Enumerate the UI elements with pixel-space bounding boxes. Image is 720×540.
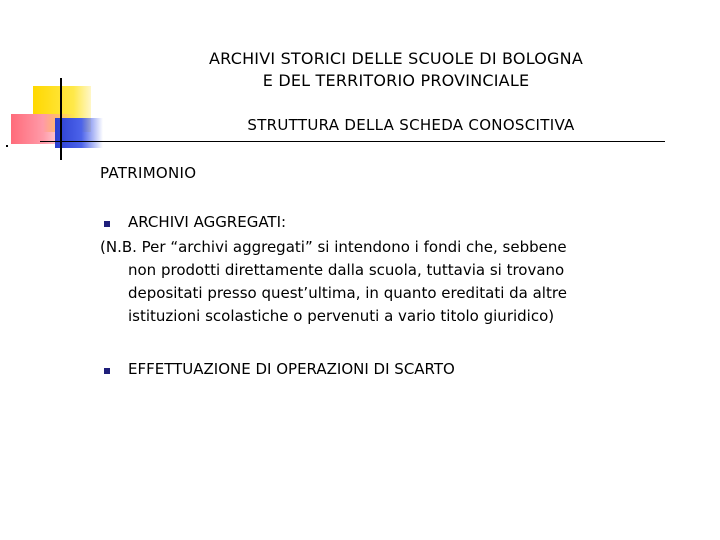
note-line: non prodotti direttamente dalla scuola, tuttavia si trovano	[128, 261, 565, 279]
note-line: istituzioni scolastiche o pervenuti a vario titolo giuridico)	[128, 307, 555, 325]
list-item-scarto: EFFETTUAZIONE DI OPERAZIONI DI SCARTO	[128, 360, 455, 378]
page-subtitle: STRUTTURA DELLA SCHEDA CONOSCITIVA	[247, 116, 575, 134]
title-line-2: E DEL TERRITORIO PROVINCIALE	[262, 71, 530, 90]
header-divider-line	[40, 141, 665, 142]
decorative-vertical-line	[60, 78, 62, 160]
section-heading: PATRIMONIO	[100, 164, 197, 182]
decorative-blue-square	[55, 118, 103, 148]
list-item-archivi-aggregati: ARCHIVI AGGREGATI:	[128, 213, 287, 231]
decorative-dot	[6, 145, 8, 147]
note-line: depositati presso quest’ultima, in quanto ereditati da altre	[128, 284, 567, 302]
note-paragraph	[100, 236, 675, 328]
note-line: (N.B. Per “archivi aggregati” si intendono i fondi che, sebbene	[100, 238, 567, 256]
bullet-square-icon	[104, 368, 110, 374]
title-line-1: ARCHIVI STORICI DELLE SCUOLE DI BOLOGNA	[209, 49, 583, 68]
bullet-square-icon	[104, 221, 110, 227]
